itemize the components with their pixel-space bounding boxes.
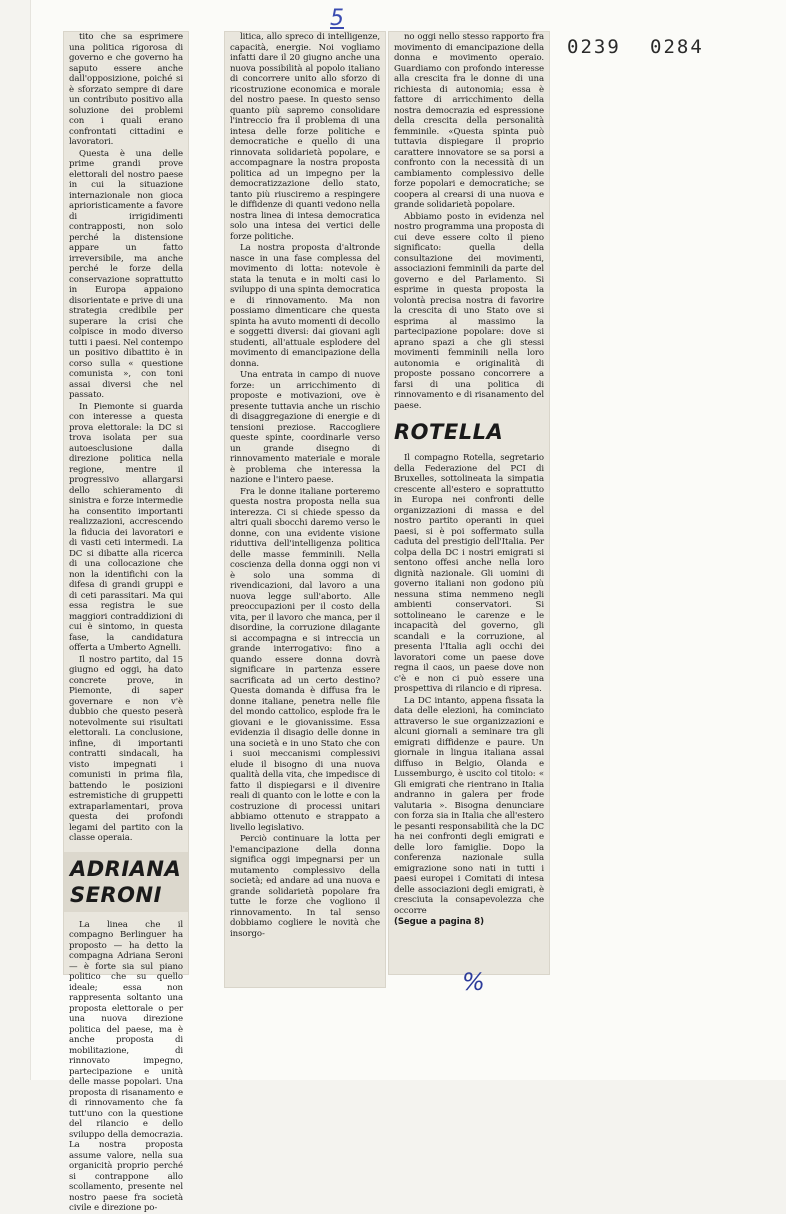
handwritten-page-number: 5 <box>330 6 344 31</box>
headline-rotella: ROTELLA <box>394 420 504 444</box>
col1-paragraph: La linea che il compagno Berlinguer ha proposto — ha detto la compagna Adriana Seroni — è forte sia sul piano politico che su quello ideale; essa non rappresenta soltanto una proposta elettorale o per una nuova direzione politica del paese, ma è anche proposta di mobilitazione, di rinnovato impegno, partecipazione e unità delle masse popolari. Una proposta di risanamento e di rinnovamento che fa tutt'uno con la questione del rilancio e dello sviluppo della democrazia. La nostra proposta assume valore, nella sua organicità proprio perché si contrappone allo scollamento, presente nel nostro paese fra società civile e direzione po- <box>69 919 183 1213</box>
col2-paragraph: litica, allo spreco di intelligenze, capacità, energie. Noi vogliamo infatti dare il 20 giugno anche una nuova possibilità al popolo italiano di concorrere unito allo sforzo di ricostruzione economica e morale del nostro paese. In questo senso quanto più sapremo consolidare l'intreccio fra il problema di una intesa delle forze politiche e democratiche e quello di una rinnovata solidarietà popolare, e accompagnare la nostra proposta politica ad un impegno per la democratizzazione dello stato, tanto più riusciremo a respingere le diffidenze di quanti vedono nella nostra linea di intesa democratica solo una intesa dei vertici delle forze politiche. <box>230 32 380 242</box>
continuation-note: (Segue a pagina 8) <box>394 917 484 927</box>
headline-adriana-seroni: ADRIANA SERONI <box>64 852 188 912</box>
col2-paragraph: Fra le donne italiane porteremo questa nostra proposta nella sua interezza. Ci si chiede spesso da altri quali sbocchi daremo verso le donne, con una evidente visione riduttiva dell'intelligenza politica delle masse femminili. Nella coscienza della donna oggi non vi è solo una somma di rivendicazioni, dal lavoro a una nuova legge sull'aborto. Alle preoccupazioni per il costo della vita, per il lavoro che manca, per il disordine, la corruzione dilagante si accompagna e si intreccia un grande interrogativo: fino a quando essere donna dovrà significare in partenza essere sacrificata ad un certo destino? Questa domanda è diffusa fra le donne italiane, penetra nelle file del mondo cattolico, esplode fra le giovani e le giovanissime. Essa evidenzia il disagio delle donne in una società e in uno Stato che con i suoi meccanismi complessivi elude il bisogno di una nuova qualità della vita, che impedisce di fatto il dispiegarsi e il divenire reali di quanto con le lotte e con la costruzione di processi unitari abbiamo ottenuto e strappato a livello legislativo. <box>230 486 380 833</box>
col1-paragraph: Questa è una delle prime grandi prove elettorali del nostro paese in cui la situazione internazionale non gioca aprioristicamente a favore di irrigidimenti contrapposti, non solo perché la distensione appare un fatto irreversibile, ma anche perché le forze della conservazione soprattutto in Europa appaiono disorientate e prive di una strategia credibile per superare la crisi che colpisce in modo diverso tutti i paesi. Nel contempo un positivo dibattito è in corso sulla « questione comunista », con toni assai diversi che nel passato. <box>69 148 183 400</box>
archive-stamp-left: 0239 <box>567 36 621 58</box>
col3-paragraph: Abbiamo posto in evidenza nel nostro programma una proposta di cui deve essere colto il pieno significato: quella della consultazione dei movimenti, associazioni femminili da parte del governo e del Parlamento. Si esprime in questa proposta la volontà precisa nostra di favorire la crescita di uno Stato ove si esprima al massimo la partecipazione popolare: dove si aprano spazi a che gli stessi movimenti femminili nella loro autonomia e originalità di proposte possano concorrere a farsi di una politica di rinnovamento e di risanamento del paese. <box>394 211 544 411</box>
col1-paragraph: Il nostro partito, dal 15 giugno ed oggi, ha dato concrete prove, in Piemonte, di saper governare e non v'è dubbio che questo peserà notevolmente sui risultati elettorali. La conclusione, infine, di importanti contratti sindacali, ha visto impegnati i comunisti in prima fila, battendo le posizioni estremistiche di gruppetti extraparlamentari, prova questa dei profondi legami del partito con la classe operaia. <box>69 654 183 843</box>
col2-paragraph: Una entrata in campo di nuove forze: un arricchimento di proposte e motivazioni, ove è presente tuttavia anche un rischio di disaggregazione di energie e di tensioni preziose. Raccogliere queste spinte, coordinarle verso un grande disegno di rinnovamento materiale e morale è problema che interessa la nazione e l'intero paese. <box>230 370 380 485</box>
col3-paragraph: no oggi nello stesso rapporto fra movimento di emancipazione della donna e movimento operaio. Guardiamo con profondo interesse alla crescita fra le donne di una richiesta di autonomia; essa è fattore di arricchimento della nostra democrazia ed espressione della crescita della personalità femminile. «Questa spinta può tuttavia dispiegare il proprio carattere innovatore se sa porsi a confronto con la necessità di un cambiamento complessivo delle forze popolari e democratiche; se coopera al crearsi di una nuova e grande solidarietà popolare. <box>394 32 544 210</box>
col1-paragraph: tito che sa esprimere una politica rigorosa di governo e che governo ha saputo essere anche dall'opposizione, poiché si è sforzato sempre di dare un contributo positivo alla soluzione dei problemi con i quali erano confrontati cittadini e lavoratori. <box>69 32 183 147</box>
col3-paragraph: Il compagno Rotella, segretario della Federazione del PCI di Bruxelles, sottolineata la simpatia crescente all'estero e soprattutto in Europa nei confronti delle organizzazioni di massa e del nostro partito operanti in quei paesi, si è poi soffermato sulla caduta del prestigio dell'Italia. Per colpa della DC i nostri emigrati si sentono offesi anche nella loro dignità nazionale. Gli uomini di governo italiani non godono più nessuna stima nemmeno negli ambienti conservatori. Si sottolineano le carenze e le incapacità del governo, gli scandali e la corruzione, al presenta l'Italia agli occhi dei lavoratori come un paese dove regna il caos, un paese dove non c'è e non ci può essere una prospettiva di rilancio e di ripresa. <box>394 453 544 694</box>
clipping-column-1 <box>64 32 188 1213</box>
pen-mark: % <box>462 968 485 996</box>
col2-paragraph: Perciò continuare la lotta per l'emancipazione della donna significa oggi impegnarsi per un mutamento complessivo della società; ed andare ad una nuova e grande solidarietà popolare fra tutte le forze che vogliono il rinnovamento. In tal senso dobbiamo cogliere le novità che insorgo- <box>230 834 380 939</box>
col2-paragraph: La nostra proposta d'altronde nasce in una fase complessa del movimento di lotta: notevole è stata la tenuta e in molti casi lo sviluppo di una spinta democratica e di rinnovamento. Ma non possiamo dimenticare che questa spinta ha avuto momenti di decollo e soggetti diversi: dai giovani agli studenti, all'attuale esplodere del movimento di emancipazione della donna. <box>230 243 380 369</box>
clipping-column-3 <box>389 32 549 974</box>
col1-paragraph: In Piemonte si guarda con interesse a questa prova elettorale: la DC si trova isolata per sua autoesclusione dalla direzione politica nella regione, mentre il progressivo allargarsi dello schieramento di sinistra e forze intermedie ha consentito importanti realizzazioni, accrescendo la fiducia dei lavoratori e di vasti ceti intermedi. La DC si dibatte alla ricerca di una collocazione che non la identifichi con la difesa di grandi gruppi e di ceti parassitari. Ma qui essa registra le sue maggiori contraddizioni di cui è sintomo, in questa fase, la candidatura offerta a Umberto Agnelli. <box>69 401 183 653</box>
archive-stamp-right: 0284 <box>650 36 704 58</box>
col3-paragraph: La DC intanto, appena fissata la data delle elezioni, ha cominciato attraverso le sue organizzazioni e alcuni giornali a seminare tra gli emigrati diffidenze e paure. Un giornale in lingua italiana assai diffuso in Belgio, Olanda e Lussemburgo, è uscito col titolo: « Gli emigrati che rientrano in Italia andranno in galera per frode valutaria ». Bisogna denunciare con forza sia in Italia che all'estero le pesanti responsabilità che la DC ha nei confronti degli emigrati e delle loro famiglie. Dopo la conferenza nazionale sulla emigrazione sono nati in tutti i paesi europei i Comitati di intesa delle associazioni degli emigrati, è cresciuta la consapevolezza che occorre <box>394 695 544 916</box>
clipping-column-2 <box>225 32 385 987</box>
